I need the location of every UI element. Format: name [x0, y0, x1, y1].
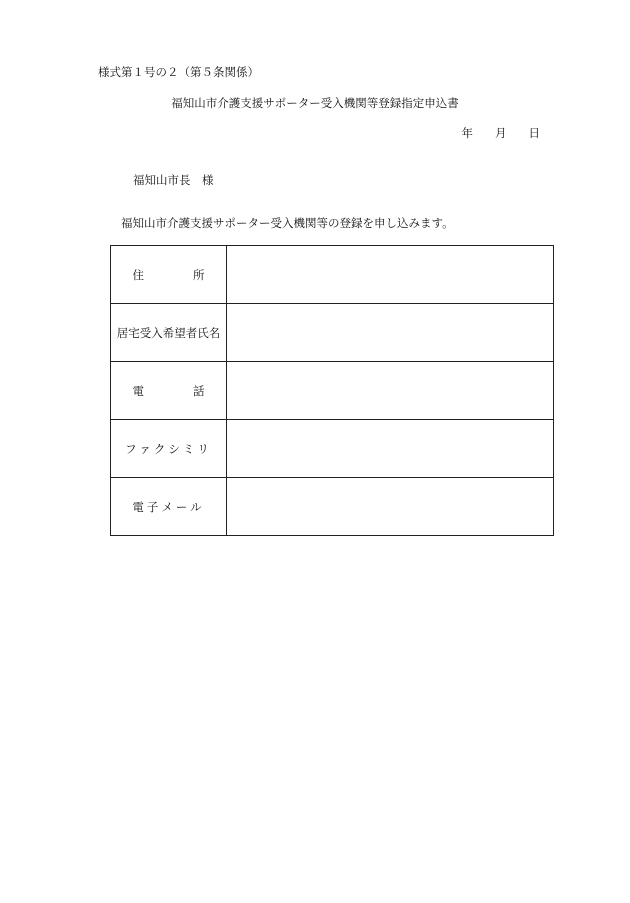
- date-day-label: 日: [528, 126, 540, 140]
- application-table: [110, 245, 554, 536]
- table-row-fax: [111, 420, 554, 478]
- date-year-label: 年: [461, 126, 473, 140]
- table-row-resident-name: [111, 304, 554, 362]
- intro-text: 福知山市介護支援サポーター受入機関等の登録を申し込みます。: [121, 216, 454, 230]
- document-title: 福知山市介護支援サポーター受入機関等登録指定申込書: [171, 96, 459, 110]
- resident-name-field[interactable]: [227, 304, 554, 362]
- fax-field[interactable]: [227, 420, 554, 478]
- table-row-address: [111, 246, 554, 304]
- fax-label: ファクシミリ: [111, 420, 227, 478]
- resident-name-label: 居宅受入希望者氏名: [111, 304, 227, 362]
- phone-label: 電 話: [111, 362, 227, 420]
- phone-field[interactable]: [227, 362, 554, 420]
- addressee: 福知山市長 様: [133, 173, 214, 187]
- table-row-phone: [111, 362, 554, 420]
- date-month-label: 月: [495, 126, 507, 140]
- table-row-email: [111, 478, 554, 536]
- form-number: 様式第１号の２（第５条関係）: [98, 65, 259, 79]
- address-label: 住 所: [111, 246, 227, 304]
- email-field[interactable]: [227, 478, 554, 536]
- date-line: [462, 125, 541, 141]
- address-field[interactable]: [227, 246, 554, 304]
- email-label: 電子メール: [111, 478, 227, 536]
